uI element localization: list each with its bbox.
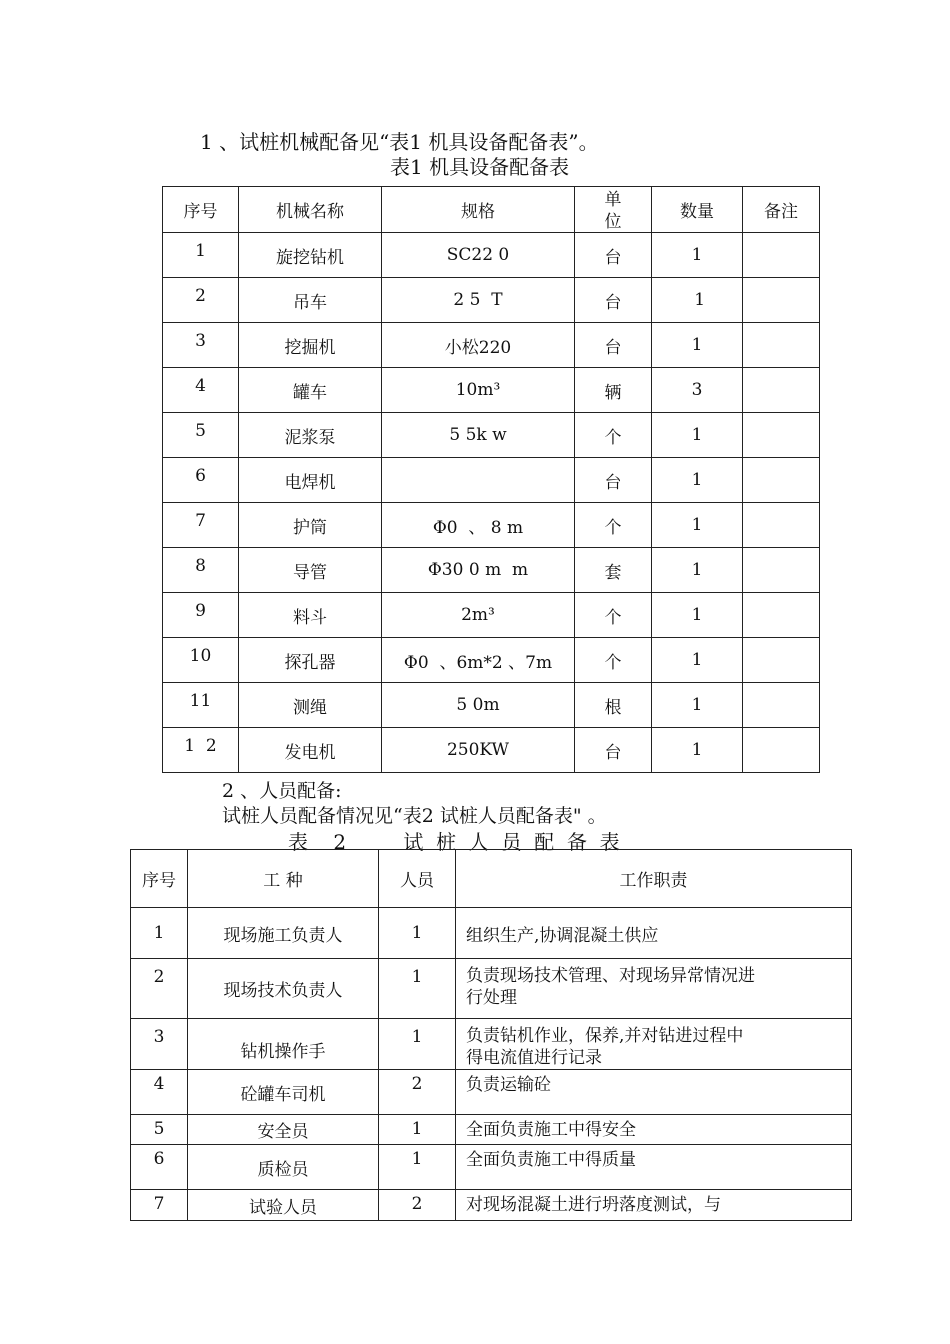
table-header-row <box>131 850 852 908</box>
count-cell: 1 <box>379 1115 456 1145</box>
header-cell: 机械名称 <box>239 187 382 233</box>
count-cell: 1 <box>379 908 456 959</box>
note-cell <box>743 278 820 323</box>
machine-name-cell: 测绳 <box>239 683 382 728</box>
unit-cell: 个 <box>575 503 652 548</box>
personnel-table <box>130 849 852 1221</box>
unit-cell: 台 <box>575 728 652 773</box>
spec-cell: 250KW <box>382 728 575 773</box>
header-cell: 工作职责 <box>456 850 852 908</box>
row-number-cell: 7 <box>163 503 239 548</box>
row-number-cell: 9 <box>163 593 239 638</box>
machine-name-cell: 电焊机 <box>239 458 382 503</box>
table-row <box>163 728 820 773</box>
header-cell: 序号 <box>131 850 188 908</box>
role-cell: 质检员 <box>188 1145 379 1190</box>
quantity-cell: 1 <box>652 683 743 728</box>
machine-name-cell: 发电机 <box>239 728 382 773</box>
header-cell: 规格 <box>382 187 575 233</box>
quantity-cell: 1 <box>652 323 743 368</box>
count-cell: 1 <box>379 1019 456 1070</box>
table-row <box>131 1145 852 1190</box>
quantity-cell: 1 <box>652 548 743 593</box>
spec-cell: Φ0 、 8 m <box>382 503 575 548</box>
machine-name-cell: 旋挖钻机 <box>239 233 382 278</box>
spec-cell: Φ30 0 m m <box>382 548 575 593</box>
note-cell <box>743 593 820 638</box>
table2-caption: 表 2 试 桩 人 员 配 备 表 <box>288 830 620 854</box>
table-row <box>131 1190 852 1221</box>
machine-name-cell: 吊车 <box>239 278 382 323</box>
unit-cell: 根 <box>575 683 652 728</box>
table-row <box>163 593 820 638</box>
table-row <box>163 323 820 368</box>
unit-cell: 辆 <box>575 368 652 413</box>
spec-cell <box>382 458 575 503</box>
row-number-cell: 10 <box>163 638 239 683</box>
table1-caption: 表1 机具设备配备表 <box>390 155 570 179</box>
quantity-cell: 1 <box>652 593 743 638</box>
duty-cell: 全面负责施工中得质量 <box>456 1145 852 1190</box>
row-number-cell: 5 <box>131 1115 188 1145</box>
row-number-cell: 6 <box>131 1145 188 1190</box>
role-cell: 现场技术负责人 <box>188 959 379 1019</box>
quantity-cell: 1 <box>652 638 743 683</box>
table-row <box>163 503 820 548</box>
table-row <box>163 458 820 503</box>
quantity-cell: 1 <box>652 503 743 548</box>
machine-name-cell: 挖掘机 <box>239 323 382 368</box>
note-cell <box>743 413 820 458</box>
note-cell <box>743 683 820 728</box>
machine-name-cell: 泥浆泵 <box>239 413 382 458</box>
section2-heading: 2 、人员配备: <box>222 780 342 802</box>
note-cell <box>743 323 820 368</box>
table-row <box>131 959 852 1019</box>
note-cell <box>743 638 820 683</box>
table-row <box>163 278 820 323</box>
table-row <box>131 908 852 959</box>
quantity-cell: 1 <box>652 278 743 323</box>
quantity-cell: 3 <box>652 368 743 413</box>
table-row <box>163 548 820 593</box>
table-row <box>163 683 820 728</box>
quantity-cell: 1 <box>652 728 743 773</box>
header-unit-label: 单位 <box>604 190 622 232</box>
note-cell <box>743 458 820 503</box>
table-row <box>131 1115 852 1145</box>
table-row <box>163 638 820 683</box>
spec-cell: 5 5k w <box>382 413 575 458</box>
machine-name-cell: 导管 <box>239 548 382 593</box>
unit-cell: 台 <box>575 233 652 278</box>
note-cell <box>743 368 820 413</box>
duty-cell: 组织生产,协调混凝土供应 <box>456 908 852 959</box>
row-number-cell: 3 <box>131 1019 188 1070</box>
count-cell: 1 <box>379 1145 456 1190</box>
duty-cell: 对现场混凝土进行坍落度测试，与 <box>456 1190 852 1221</box>
spec-cell: Φ0 、6m*2 、7m <box>382 638 575 683</box>
section1-heading: 1 、试桩机械配备见“表1 机具设备配备表”。 <box>200 130 599 154</box>
duty-cell: 全面负责施工中得安全 <box>456 1115 852 1145</box>
count-cell: 2 <box>379 1070 456 1115</box>
spec-cell: SC22 0 <box>382 233 575 278</box>
row-number-cell: 7 <box>131 1190 188 1221</box>
row-number-cell: 2 <box>163 278 239 323</box>
note-cell <box>743 548 820 593</box>
row-number-cell: 1 <box>163 233 239 278</box>
unit-cell: 台 <box>575 278 652 323</box>
row-number-cell: 6 <box>163 458 239 503</box>
table-header-row <box>163 187 820 233</box>
quantity-cell: 1 <box>652 458 743 503</box>
machine-name-cell: 护筒 <box>239 503 382 548</box>
role-cell: 现场施工负责人 <box>188 908 379 959</box>
row-number-cell: 1 <box>131 908 188 959</box>
machine-name-cell: 罐车 <box>239 368 382 413</box>
row-number-cell: 1 2 <box>163 728 239 773</box>
unit-cell: 个 <box>575 638 652 683</box>
machine-name-cell: 探孔器 <box>239 638 382 683</box>
header-cell: 序号 <box>163 187 239 233</box>
row-number-cell: 4 <box>131 1070 188 1115</box>
table-row <box>131 1019 852 1070</box>
role-cell: 钻机操作手 <box>188 1019 379 1070</box>
equipment-table <box>162 186 820 773</box>
table-row <box>131 1070 852 1115</box>
unit-cell: 台 <box>575 323 652 368</box>
count-cell: 2 <box>379 1190 456 1221</box>
spec-cell: 10m³ <box>382 368 575 413</box>
row-number-cell: 2 <box>131 959 188 1019</box>
count-cell: 1 <box>379 959 456 1019</box>
unit-cell: 台 <box>575 458 652 503</box>
section2-text: 试桩人员配备情况见“表2 试桩人员配备表" 。 <box>222 805 607 827</box>
role-cell: 试验人员 <box>188 1190 379 1221</box>
row-number-cell: 3 <box>163 323 239 368</box>
note-cell <box>743 233 820 278</box>
unit-cell: 个 <box>575 413 652 458</box>
header-cell: 工 种 <box>188 850 379 908</box>
spec-cell: 小松220 <box>382 323 575 368</box>
quantity-cell: 1 <box>652 413 743 458</box>
duty-cell: 负责现场技术管理、对现场异常情况进行处理 <box>456 959 852 1019</box>
role-cell: 安全员 <box>188 1115 379 1145</box>
table-row <box>163 233 820 278</box>
note-cell <box>743 503 820 548</box>
quantity-cell: 1 <box>652 233 743 278</box>
note-cell <box>743 728 820 773</box>
machine-name-cell: 料斗 <box>239 593 382 638</box>
header-cell: 数量 <box>652 187 743 233</box>
row-number-cell: 4 <box>163 368 239 413</box>
duty-cell: 负责钻机作业，保养,并对钻进过程中得电流值进行记录 <box>456 1019 852 1070</box>
header-cell: 备注 <box>743 187 820 233</box>
spec-cell: 5 0m <box>382 683 575 728</box>
row-number-cell: 8 <box>163 548 239 593</box>
row-number-cell: 5 <box>163 413 239 458</box>
header-cell: 人员 <box>379 850 456 908</box>
role-cell: 砼罐车司机 <box>188 1070 379 1115</box>
header-cell <box>575 187 652 233</box>
duty-cell: 负责运输砼 <box>456 1070 852 1115</box>
table-row <box>163 368 820 413</box>
spec-cell: 2 5 T <box>382 278 575 323</box>
table-row <box>163 413 820 458</box>
unit-cell: 个 <box>575 593 652 638</box>
unit-cell: 套 <box>575 548 652 593</box>
spec-cell: 2m³ <box>382 593 575 638</box>
row-number-cell: 11 <box>163 683 239 728</box>
